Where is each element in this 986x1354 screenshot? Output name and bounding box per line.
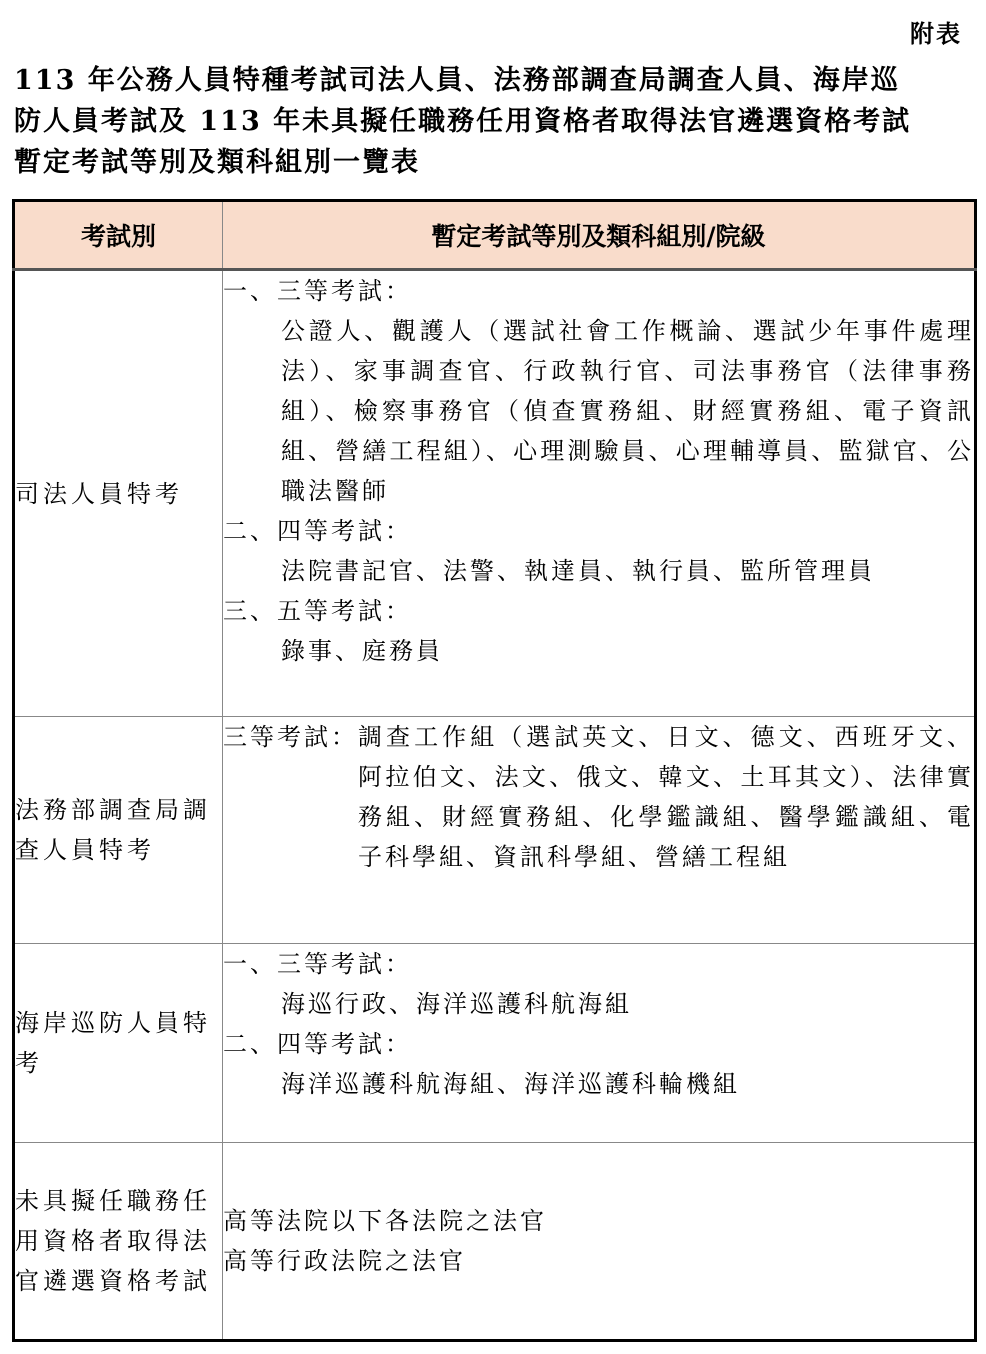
exam-table — [12, 199, 977, 1342]
table-header-row — [14, 201, 976, 270]
level-label: 二、四等考試： — [223, 1030, 412, 1058]
appendix-label: 附表 — [910, 19, 962, 48]
level-label: 一、三等考試： — [223, 950, 412, 978]
exam-name: 法務部調查局調查人員特考 — [14, 717, 223, 944]
category-list: 錄事、庭務員 — [281, 637, 443, 665]
exam-categories — [223, 944, 976, 1143]
court-level: 高等行政法院之法官 — [223, 1247, 466, 1275]
table-row — [14, 1143, 976, 1341]
exam-name: 海岸巡防人員特考 — [14, 944, 223, 1143]
document-title — [14, 60, 972, 183]
level-label: 一、三等考試： — [223, 277, 412, 305]
court-level: 高等法院以下各法院之法官 — [223, 1207, 547, 1235]
exam-categories — [223, 1143, 976, 1341]
level-label: 三、五等考試： — [223, 597, 412, 625]
header-exam-categories: 暫定考試等別及類科組別/院級 — [223, 201, 976, 270]
category-list: 海洋巡護科航海組、海洋巡護科輪機組 — [281, 1070, 740, 1098]
level-label: 二、四等考試： — [223, 517, 412, 545]
exam-categories — [223, 717, 976, 944]
exam-name: 司法人員特考 — [14, 270, 223, 717]
table-row — [14, 270, 976, 717]
exam-name: 未具擬任職務任用資格者取得法官遴選資格考試 — [14, 1143, 223, 1341]
title-line: 暫定考試等別及類科組別一覽表 — [14, 147, 420, 178]
table-row — [14, 944, 976, 1143]
title-line: 113 年公務人員特種考試司法人員、法務部調查局調查人員、海岸巡 — [14, 65, 900, 96]
category-list: 海巡行政、海洋巡護科航海組 — [281, 990, 632, 1018]
level-label: 三等考試： — [223, 723, 358, 751]
header-exam-type: 考試別 — [14, 201, 223, 270]
title-line: 防人員考試及 113 年未具擬任職務任用資格者取得法官遴選資格考試 — [14, 106, 912, 137]
exam-categories — [223, 270, 976, 717]
category-list: 公證人、觀護人（選試社會工作概論、選試少年事件處理法）、家事調查官、行政執行官、司法事務官（法律事務組）、檢察事務官（偵查實務組、財經實務組、電子資訊組、營繕工程組）、心理測驗員、心理輔導員、監獄官、公職法醫師 — [281, 317, 974, 505]
category-list: 調查工作組（選試英文、日文、德文、西班牙文、阿拉伯文、法文、俄文、韓文、土耳其文）、法律實務組、財經實務組、化學鑑識組、醫學鑑識組、電子科學組、資訊科學組、營繕工程組 — [358, 723, 974, 871]
table-row — [14, 717, 976, 944]
category-list: 法院書記官、法警、執達員、執行員、監所管理員 — [281, 557, 875, 585]
